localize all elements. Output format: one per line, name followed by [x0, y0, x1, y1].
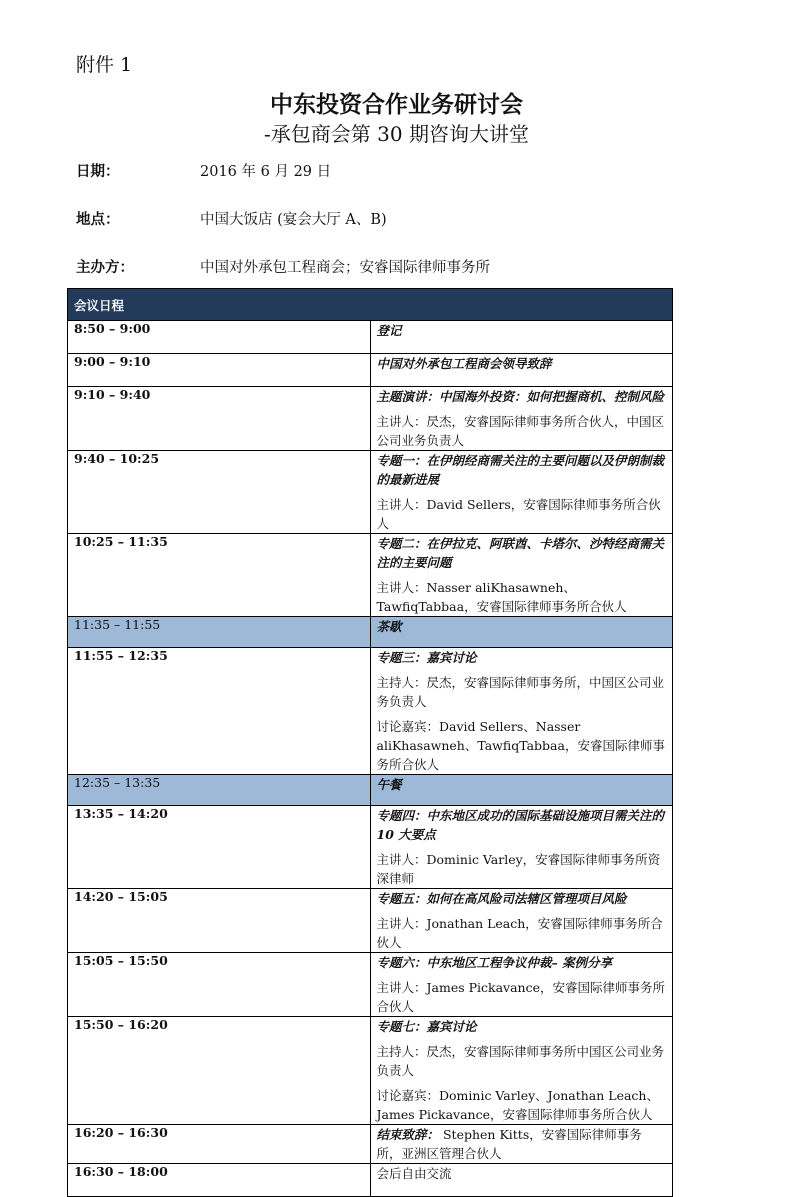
agenda-row: [68, 354, 673, 387]
agenda-topic: 中国对外承包工程商会领导致辞: [376, 356, 552, 371]
agenda-topic: 专题六：中东地区工程争议仲裁– 案例分享: [376, 955, 613, 970]
agenda-time: 8:50 – 9:00: [68, 321, 371, 354]
agenda-topic-line: [377, 1017, 667, 1036]
agenda-topic-line: [377, 354, 667, 373]
agenda-time: 12:35 – 13:35: [68, 775, 371, 806]
agenda-content: [370, 806, 673, 889]
agenda-topic-line: [377, 775, 667, 794]
agenda-speaker-line: 主讲人：David Sellers，安睿国际律师事务所合伙人: [376, 497, 661, 531]
agenda-topic: 午餐: [376, 777, 402, 792]
info-value: 中国大饭店 (宴会大厅 A、B): [200, 212, 387, 228]
agenda-topic-line: [377, 953, 667, 972]
agenda-speaker-line: 主讲人：昃杰，安睿国际律师事务所合伙人，中国区公司业务负责人: [376, 414, 665, 448]
agenda-time: 15:05 – 15:50: [68, 953, 371, 1017]
agenda-header: 会议日程: [68, 289, 673, 321]
agenda-topic-line: [377, 806, 667, 844]
agenda-content: [370, 648, 673, 775]
info-value: 中国对外承包工程商会；安睿国际律师事务所: [200, 260, 490, 276]
agenda-topic: 专题七：嘉宾讨论: [376, 1019, 477, 1034]
agenda-time: 11:35 – 11:55: [68, 617, 371, 648]
agenda-content: [370, 387, 673, 451]
agenda-topic: 主题演讲：中国海外投资：如何把握商机、控制风险: [376, 389, 665, 404]
agenda-topic: 茶歇: [376, 619, 402, 634]
agenda-table: [67, 288, 673, 1197]
agenda-time: 16:30 – 18:00: [68, 1164, 371, 1197]
agenda-time: 16:20 – 16:30: [68, 1125, 371, 1164]
agenda-topic-line: [377, 648, 667, 667]
agenda-row: [68, 451, 673, 534]
agenda-content: [370, 321, 673, 354]
agenda-topic-line: [377, 451, 667, 489]
info-date: [76, 160, 331, 181]
agenda-topic-line: [377, 534, 667, 572]
agenda-time: 9:10 – 9:40: [68, 387, 371, 451]
info-host: [76, 256, 490, 277]
agenda-content: [370, 451, 673, 534]
agenda-speaker-line: 主讲人：Dominic Varley，安睿国际律师事务所资深律师: [376, 852, 661, 886]
agenda-speaker-line: 主持人：昃杰，安睿国际律师事务所，中国区公司业务负责人: [376, 675, 665, 709]
agenda-topic: 专题四：中东地区成功的国际基础设施项目需关注的 10 大要点: [376, 808, 665, 842]
agenda-time: 15:50 – 16:20: [68, 1017, 371, 1125]
agenda-content: [370, 617, 673, 648]
agenda-row: [68, 889, 673, 953]
agenda-speaker-line: 讨论嘉宾：Dominic Varley、Jonathan Leach、James Pickavance，安睿国际律师事务所合伙人: [376, 1088, 659, 1122]
agenda-topic-line: [377, 1164, 667, 1183]
agenda-row: [68, 775, 673, 806]
page-title: 中东投资合作业务研讨会: [270, 91, 523, 118]
agenda-topic-line: [377, 889, 667, 908]
agenda-speaker-line: 讨论嘉宾：David Sellers、Nasser aliKhasawneh、TawfiqTabbaa，安睿国际律师事务所合伙人: [376, 719, 665, 772]
agenda-topic: 专题三：嘉宾讨论: [376, 650, 477, 665]
agenda-row: [68, 1125, 673, 1164]
info-label: 日期：: [76, 164, 120, 180]
agenda-time: 14:20 – 15:05: [68, 889, 371, 953]
agenda-time: 9:40 – 10:25: [68, 451, 371, 534]
agenda-row: [68, 1164, 673, 1197]
agenda-topic-suffix: Stephen Kitts，安睿国际律师事务所，亚洲区管理合伙人: [376, 1127, 642, 1161]
agenda-topic-line: [377, 617, 667, 636]
agenda-time: 11:55 – 12:35: [68, 648, 371, 775]
agenda-speaker-line: 主讲人：Jonathan Leach，安睿国际律师事务所合伙人: [376, 916, 663, 950]
agenda-header-row: [68, 289, 673, 321]
agenda-speaker-line: 主讲人：James Pickavance，安睿国际律师事务所合伙人: [376, 980, 666, 1014]
agenda-row: [68, 1017, 673, 1125]
agenda-content: [370, 889, 673, 953]
agenda-row: [68, 534, 673, 617]
agenda-row: [68, 953, 673, 1017]
agenda-time: 9:00 – 9:10: [68, 354, 371, 387]
agenda-topic-line: [377, 387, 667, 406]
agenda-topic: 登记: [376, 323, 402, 338]
agenda-row: [68, 321, 673, 354]
agenda-topic: 专题二：在伊拉克、阿联酋、卡塔尔、沙特经商需关注的主要问题: [376, 536, 665, 570]
agenda-topic-line: [377, 1125, 667, 1163]
agenda-content: [370, 1125, 673, 1164]
info-label: 地点：: [76, 212, 120, 228]
info-value: 2016 年 6 月 29 日: [200, 164, 332, 180]
agenda-plain-text: 会后自由交流: [376, 1166, 452, 1181]
agenda-content: [370, 1164, 673, 1197]
agenda-row: [68, 617, 673, 648]
info-label: 主办方：: [76, 260, 134, 276]
agenda-content: [370, 534, 673, 617]
agenda-speaker-line: 主持人：昃杰，安睿国际律师事务所中国区公司业务负责人: [376, 1044, 665, 1078]
attachment-label: 附件 1: [76, 54, 133, 76]
agenda-time: 10:25 – 11:35: [68, 534, 371, 617]
agenda-topic: 结束致辞：: [376, 1127, 440, 1142]
agenda-topic: 专题五：如何在高风险司法辖区管理项目风险: [376, 891, 627, 906]
agenda-content: [370, 953, 673, 1017]
agenda-topic-line: [377, 321, 667, 340]
agenda-content: [370, 775, 673, 806]
agenda-time: 13:35 – 14:20: [68, 806, 371, 889]
agenda-speaker-line: 主讲人：Nasser aliKhasawneh、TawfiqTabbaa，安睿国际律师事务所合伙人: [376, 580, 627, 614]
agenda-row: [68, 648, 673, 775]
agenda-content: [370, 354, 673, 387]
agenda-content: [370, 1017, 673, 1125]
agenda-topic: 专题一：在伊朗经商需关注的主要问题以及伊朗制裁的最新进展: [376, 453, 665, 487]
page-subtitle: -承包商会第 30 期咨询大讲堂: [264, 122, 529, 146]
info-location: [76, 208, 387, 229]
agenda-row: [68, 387, 673, 451]
agenda-row: [68, 806, 673, 889]
